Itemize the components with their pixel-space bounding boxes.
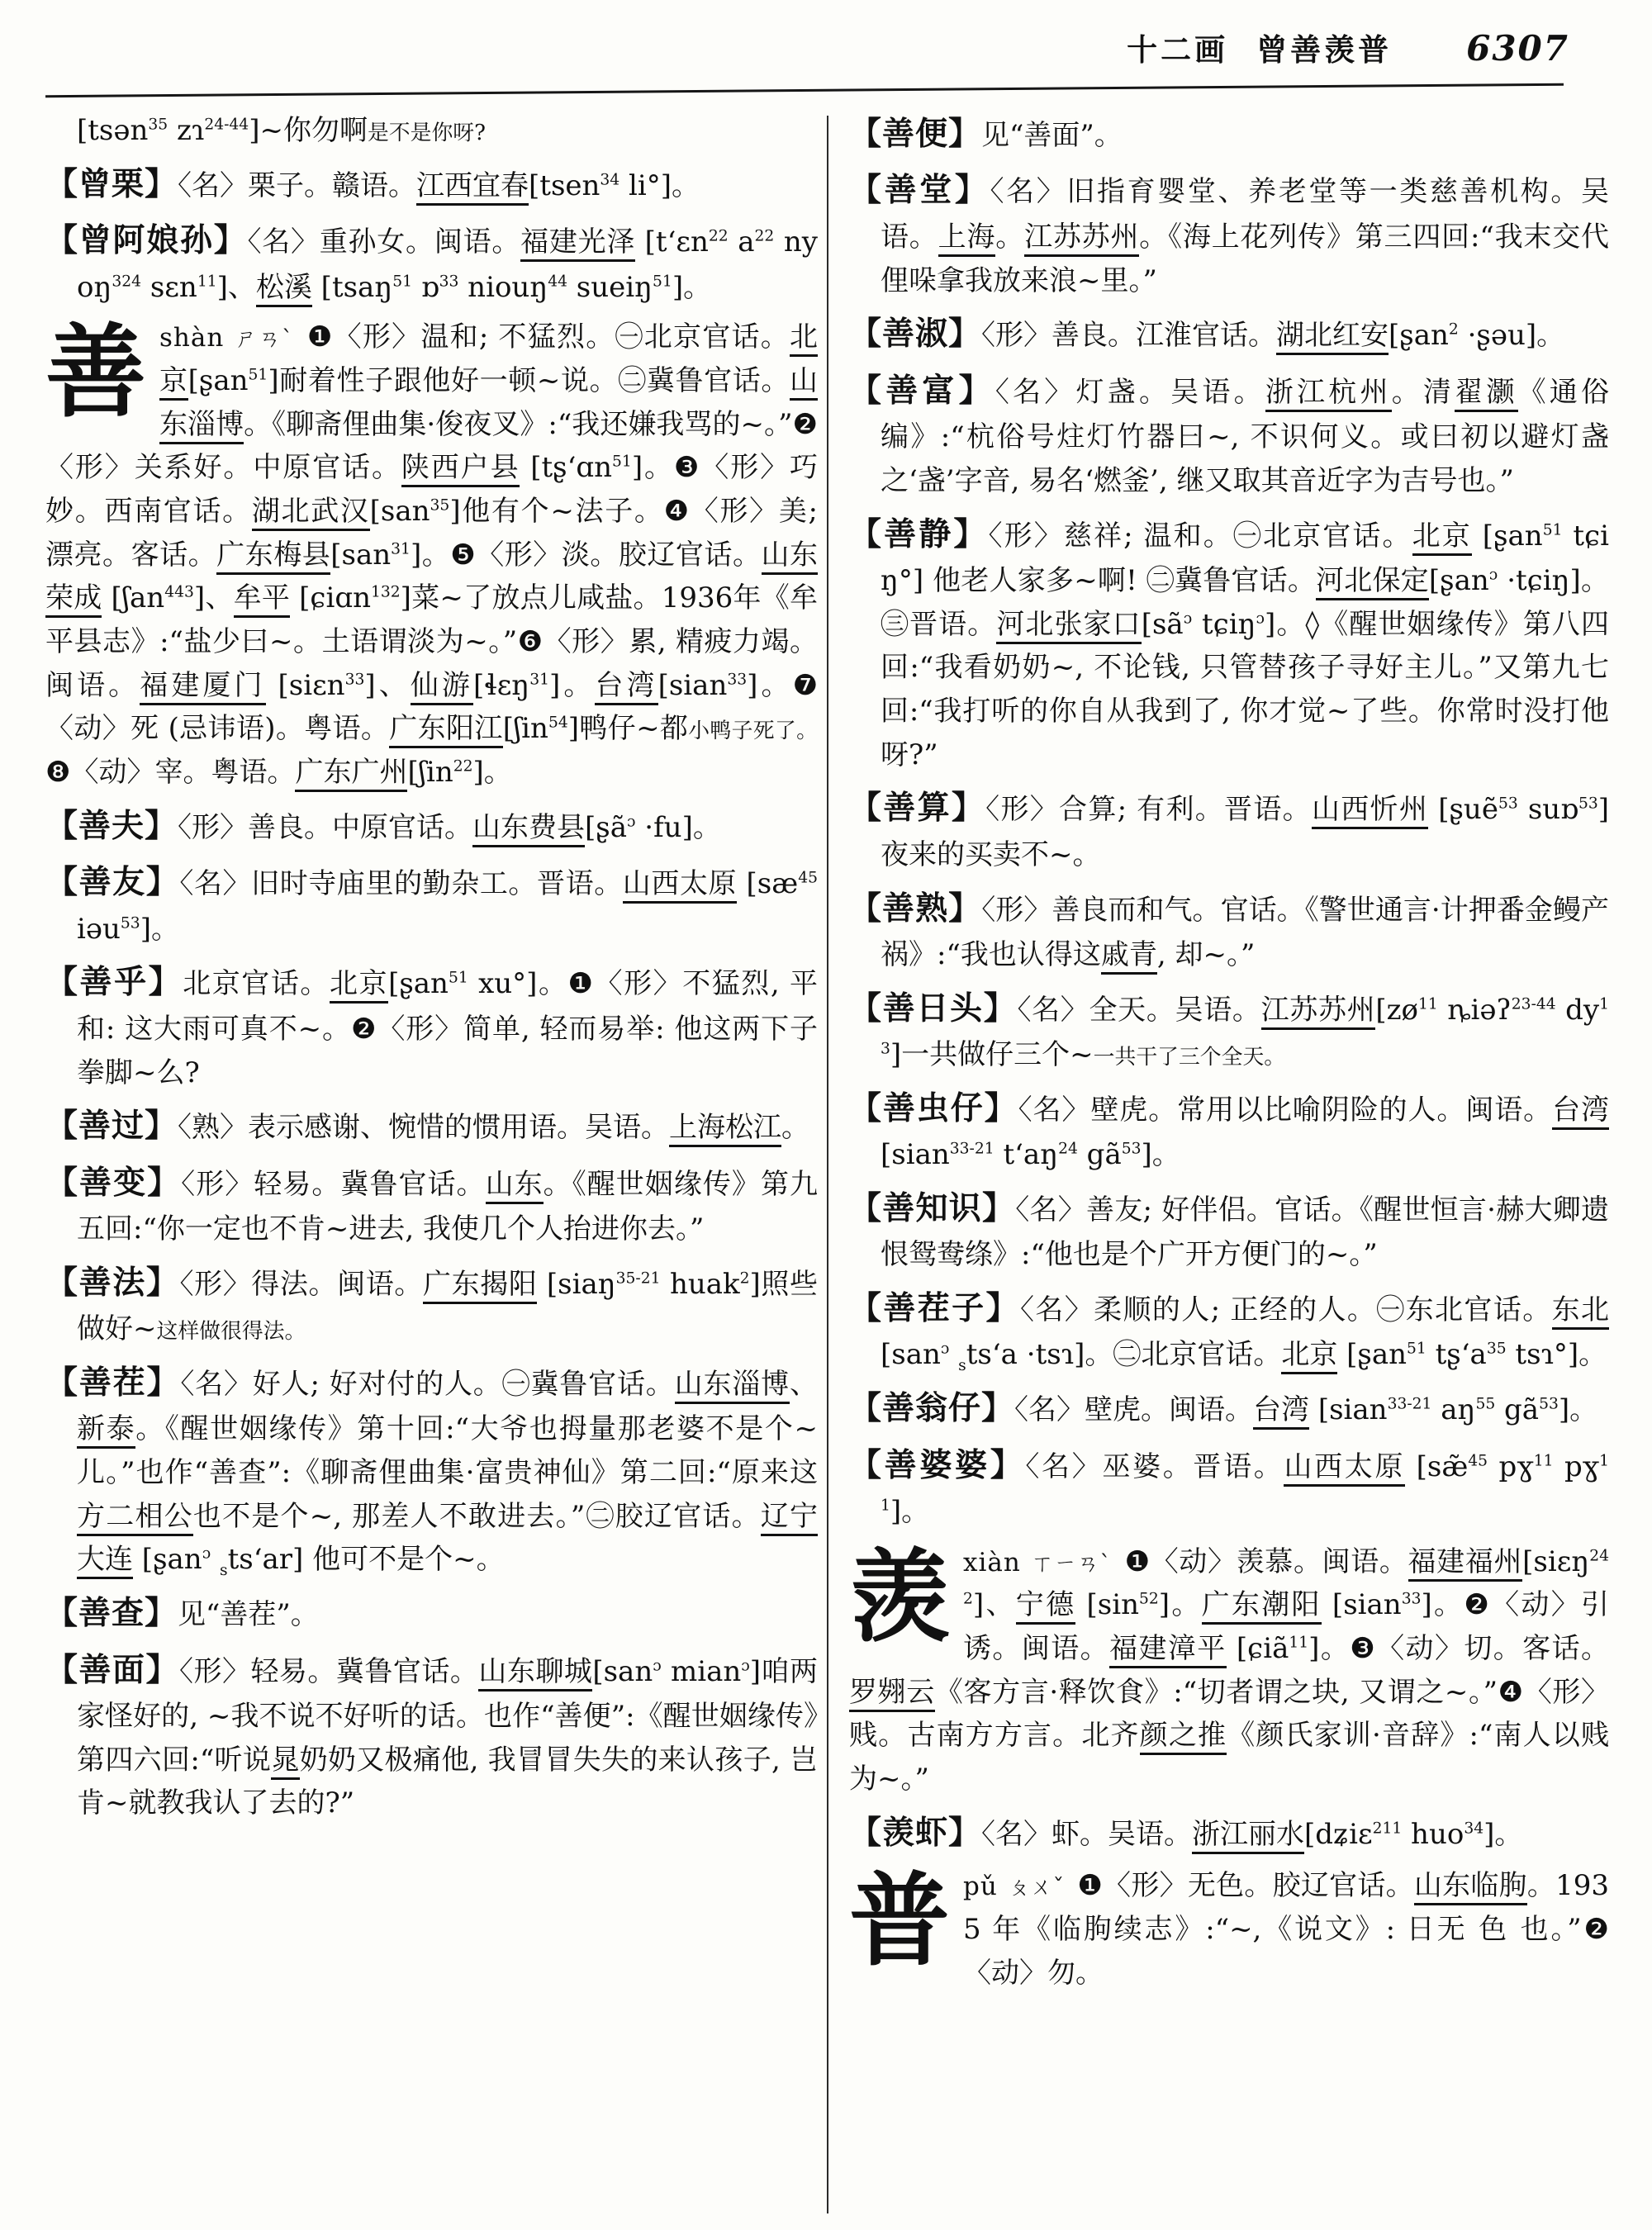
entry-body: 〈形〉合算; 有利。晋语。山西忻州 [ʂuẽ$^{53}$ suɒ$^{53}$]夜来的买卖不~。 [881,793,1609,871]
zhuyin-label: ㄆㄨˇ [1007,1875,1065,1901]
entry-headword: 【善茬子】 [849,1289,1020,1327]
dictionary-entry [45,1358,818,1582]
entry-headword: 【善堂】 [849,171,990,210]
dictionary-entry [849,884,1609,977]
dictionary-entry [849,1440,1609,1534]
dictionary-entry [849,984,1609,1077]
entry-body: 见“善面”。 [981,119,1123,152]
header-characters: 曾善羡普 [1256,31,1393,68]
entry-headword: 【善茬】 [45,1363,181,1402]
entry-headword: 【善夫】 [45,806,178,845]
entry-headword: 【善熟】 [849,889,982,928]
dictionary-entry [849,1283,1609,1377]
pinyin-label: pǔ [963,1872,998,1902]
entry-headword: 【善淑】 [849,315,982,353]
entry-body: 〈名〉壁虎。常用以比喻阴险的人。闽语。台湾 [sian$^{33-21}$ $t‘aŋ^{24}$ $gã^{53}$]。 [881,1093,1609,1172]
entry-headword: 【曾阿娘孙】 [45,221,248,260]
entry-body: ❶〈形〉无色。胶辽官话。山东临朐。1935 年《临朐续志》:“~,《说文》: 日无 色 也。”❷〈动〉勿。 [963,1869,1610,1990]
zhuyin-label: ㄕㄢˋ [234,326,294,353]
entry-body: 〈名〉栗子。赣语。江西宜春[tsen$^{34}$ li°]。 [178,169,700,202]
dictionary-entry [849,309,1609,358]
entry-body: 〈名〉柔顺的人; 正经的人。㊀东北官话。东北 [san$^ɔ$ $_s$ts‘a ·tsɿ]。㊁北京官话。北京 [ʂan$^{51}$ $tʂ‘a^{35}$ tsɿ°]。 [881,1293,1609,1375]
entry-body: 〈名〉重孙女。闽语。福建光泽 [t‘ɛn$^{22}$ $a^{22}$ nyoŋ$^{324}$ sɛn$^{11}$]、松溪 [tsaŋ$^{51}$ ɒ$^{33}$ niouŋ$^{44}$ sueiŋ$^{51}$]。 [77,225,818,303]
stroke-count-label: 十二画 [1127,31,1229,68]
dictionary-entry [849,783,1609,876]
entry-body: 〈名〉巫婆。晋语。山西太原 [sæ̃$^{45}$ pɣ$^{11}$ pɣ$^{11}$]。 [881,1450,1609,1528]
dictionary-entry [45,1258,818,1351]
dictionary-entry [849,1084,1609,1177]
character-entry [849,1536,1610,1801]
entry-body: 〈名〉善友; 好伴侣。官话。《醒世恒言·赫大卿遗恨鸳鸯绦》:“他也是个广开方便门的~。” [881,1193,1609,1272]
entry-body: 〈形〉慈祥; 温和。㊀北京官话。北京 [ʂan$^{51}$ tɕiŋ°] 他老人家多~啊! ㊁冀鲁官话。河北保定[ʂan$^ɔ$ ·tɕiŋ]。㊂晋语。河北张家口[$sã^ɔ$ tɕiŋ$^ɔ$]。◊《醒世姻缘传》第八四回:“我看奶奶~, 不论钱, 只管替孩子寻好主儿。”又第九七回:“我打听的你自从我到了, 你才觉~了些。你常时没打他呀?” [881,519,1609,771]
entry-body: 〈名〉旧时寺庙里的勤杂工。晋语。山西太原 [$sæ^{45}$ iəu$^{53}$]。 [77,867,818,946]
entry-body: 〈形〉轻易。冀鲁官话。山东聊城[san$^ɔ$ mian$^ɔ$]咱两家怪好的, ~我不说不好听的话。也作“善便”:《醒世姻缘传》第四六回:“听说晁奶奶又极痛他, 我冒冒失失的来认孩子, 岂肯~就教我认了去的?” [77,1654,819,1820]
entry-body: 〈形〉轻易。冀鲁官话。山东。《醒世姻缘传》第九五回:“你一定也不肯~进去, 我使几个人抬进你去。” [77,1167,818,1246]
entry-body: 〈名〉好人; 好对付的人。㊀冀鲁官话。山东淄博、新泰。《醒世姻缘传》第十回:“大爷也拇量那老婆不是个~儿。”也作“善查”:《聊斋俚曲集·富贵神仙》第二回:“原来这方二相公也不是个~, 那差人不敢进去。”㊁胶辽官话。辽宁大连 [ʂan$^ɔ$ $_s$ts‘ar] 他可不是个~。 [77,1367,819,1580]
zhuyin-label: ㄒㄧㄢˋ [1030,1550,1112,1577]
page-header [0,25,1569,69]
dictionary-entry [849,1184,1609,1277]
dictionary-entry [45,957,818,1094]
entry-headword: 【善日头】 [849,989,1018,1027]
entry-body: 〈名〉全天。吴语。江苏苏州[$zø^{11}$ ȵiəʔ$^{23-44}$ $dy^{13}$]一共做仔三个~一共干了三个全天。 [881,993,1610,1072]
dictionary-entry [849,366,1609,503]
pinyin-label: xiàn [963,1547,1021,1578]
pinyin-label: shàn [159,323,225,353]
dictionary-entry [849,109,1609,159]
dictionary-entry [45,801,818,851]
entry-headword: 【善婆婆】 [849,1445,1026,1484]
entry-headword: 【善查】 [45,1594,178,1633]
entry-headword: 【善变】 [45,1163,182,1202]
right-column [849,109,1609,2001]
left-column [45,109,818,1832]
dictionary-entry [45,1588,818,1638]
dictionary-entry [849,1808,1609,1858]
entry-body: 〈名〉虾。吴语。浙江丽水[dʑiɛ$^{211}$ huo$^{34}$]。 [981,1818,1522,1851]
header-divider-rule [45,83,1564,97]
entry-body: 见“善茬”。 [178,1598,319,1632]
page-number: 6307 [1466,28,1569,69]
character-entry [45,312,819,795]
headword-character: 普 [849,1861,950,1981]
dictionary-entry [45,1158,818,1251]
entry-headword: 【善便】 [849,115,982,153]
dictionary-entry [45,1645,818,1826]
character-entry [849,1861,1610,1995]
dictionary-entry [849,165,1609,302]
entry-body: ❶〈动〉羡慕。闽语。福建福州[siɛŋ$^{242}$]、宁德 $[\sin^{52}]$。广东潮阳 [sian$^{33}$]。❷〈动〉引诱。闽语。福建漳平 [ɕiã$^{11}$]。❸〈动〉切。客话。罗翙云《客方言·释饮食》:“切者谓之块, 又谓之~。”❹〈形〉贱。古南方方言。北齐颜之推《颜氏家训·音辞》:“南人以贱为~。” [849,1544,1610,1796]
dictionary-entry [45,159,818,209]
entry-headword: 【善过】 [45,1107,178,1146]
dictionary-entry [849,1383,1609,1433]
headword-character: 善 [45,312,146,432]
entry-body: 〈形〉得法。闽语。广东揭阳 [siaŋ$^{35-21}$ huak$^2$]照些做好~这样做很得法。 [77,1267,819,1346]
entry-continuation [45,109,818,153]
dictionary-entry [45,216,818,309]
entry-headword: 【曾栗】 [45,164,178,203]
entry-headword: 【善知识】 [849,1189,1016,1227]
column-divider-rule [827,116,828,2213]
entry-body: 〈形〉善良。江淮官话。湖北红安[ʂan$^2$ ·ʂəu]。 [981,319,1564,352]
dictionary-entry [849,510,1609,777]
entry-headword: 【善法】 [45,1263,180,1302]
dictionary-entry [45,857,818,951]
entry-body: [tsən$^{35}$ zɿ$^{24-44}$]~你勿啊是不是你呀? [77,114,486,147]
entry-headword: 【善乎】 [45,963,183,1002]
entry-body: 〈名〉灯盏。吴语。浙江杭州。清翟灏《通俗编》:“杭俗号炷灯竹器曰~, 不识何义。或曰初以避灯盏之‘盏’字音, 易名‘燃釜’, 继又取其音近字为吉号也。” [881,375,1610,497]
entry-body: 〈形〉善良而和气。官话。《警世通言·计押番金鳗产祸》:“我也认得这戚青, 却~。” [881,894,1609,975]
dictionary-entry [45,1101,818,1151]
headword-character: 羡 [849,1536,950,1656]
entry-headword: 【羡虾】 [849,1813,982,1852]
entry-body: 〈名〉旧指育婴堂、养老堂等一类慈善机构。吴语。上海。江苏苏州。《海上花列传》第三四回:“我末交代俚哚拿我放来浪~里。” [881,175,1610,297]
entry-headword: 【善翁仔】 [849,1389,1015,1428]
entry-body: 〈形〉善良。中原官话。山东费县[ʂã$^ɔ$ ·fu]。 [178,811,721,844]
entry-body: 〈名〉壁虎。闽语。台湾 [sian$^{33-21}$ $aŋ^{55}$ $gã^{53}$]。 [1014,1393,1597,1426]
entry-body: 北京官话。北京[ʂan$^{51}$ xu°]。❶〈形〉不猛烈, 平和: 这大雨可真不~。❷〈形〉简单, 轻而易举: 他这两下子拳脚~么? [77,967,819,1089]
entry-headword: 【善静】 [849,515,989,553]
entry-headword: 【善虫仔】 [849,1089,1018,1127]
entry-body: 〈熟〉表示感谢、惋惜的惯用语。吴语。上海松江。 [178,1111,809,1147]
entry-headword: 【善面】 [45,1650,179,1689]
entry-headword: 【善富】 [849,371,995,410]
entry-headword: 【善算】 [849,789,986,828]
entry-body: ❶〈形〉温和; 不猛烈。㊀北京官话。北京[ʂan$^{51}$]耐着性子跟他好一顿~说。㊁冀鲁官话。山东淄博。《聊斋俚曲集·俊夜叉》:“我还嫌我骂的~。”❷〈形〉关系好。中原官话。陕西户县 [tʂ‘ɑn$^{51}$]。❸〈形〉巧妙。西南官话。湖北武汉[san$^{35}$]他有个~法子。❹〈形〉美; 漂亮。客话。广东梅县[san$^{31}$]。❺〈形〉淡。胶辽官话。山东荣成 [ʃan$^{443}$]、牟平 [ɕiɑn$^{132}$]菜~了放点儿咸盐。1936年《牟平县志》:“盐少曰~。土语谓淡为~。”❻〈形〉累, 精疲力竭。闽语。福建厦门 [siɛn$^{33}$]、仙游[ɬɛŋ$^{31}$]。台湾[sian$^{33}$]。❼〈动〉死 (忌讳语)。粤语。广东阳江[ʃin$^{54}$]鸭仔~都小鸭子死了。❽〈动〉宰。粤语。广东广州[ʃin$^{22}$]。 [45,320,818,789]
entry-headword: 【善友】 [45,863,180,902]
